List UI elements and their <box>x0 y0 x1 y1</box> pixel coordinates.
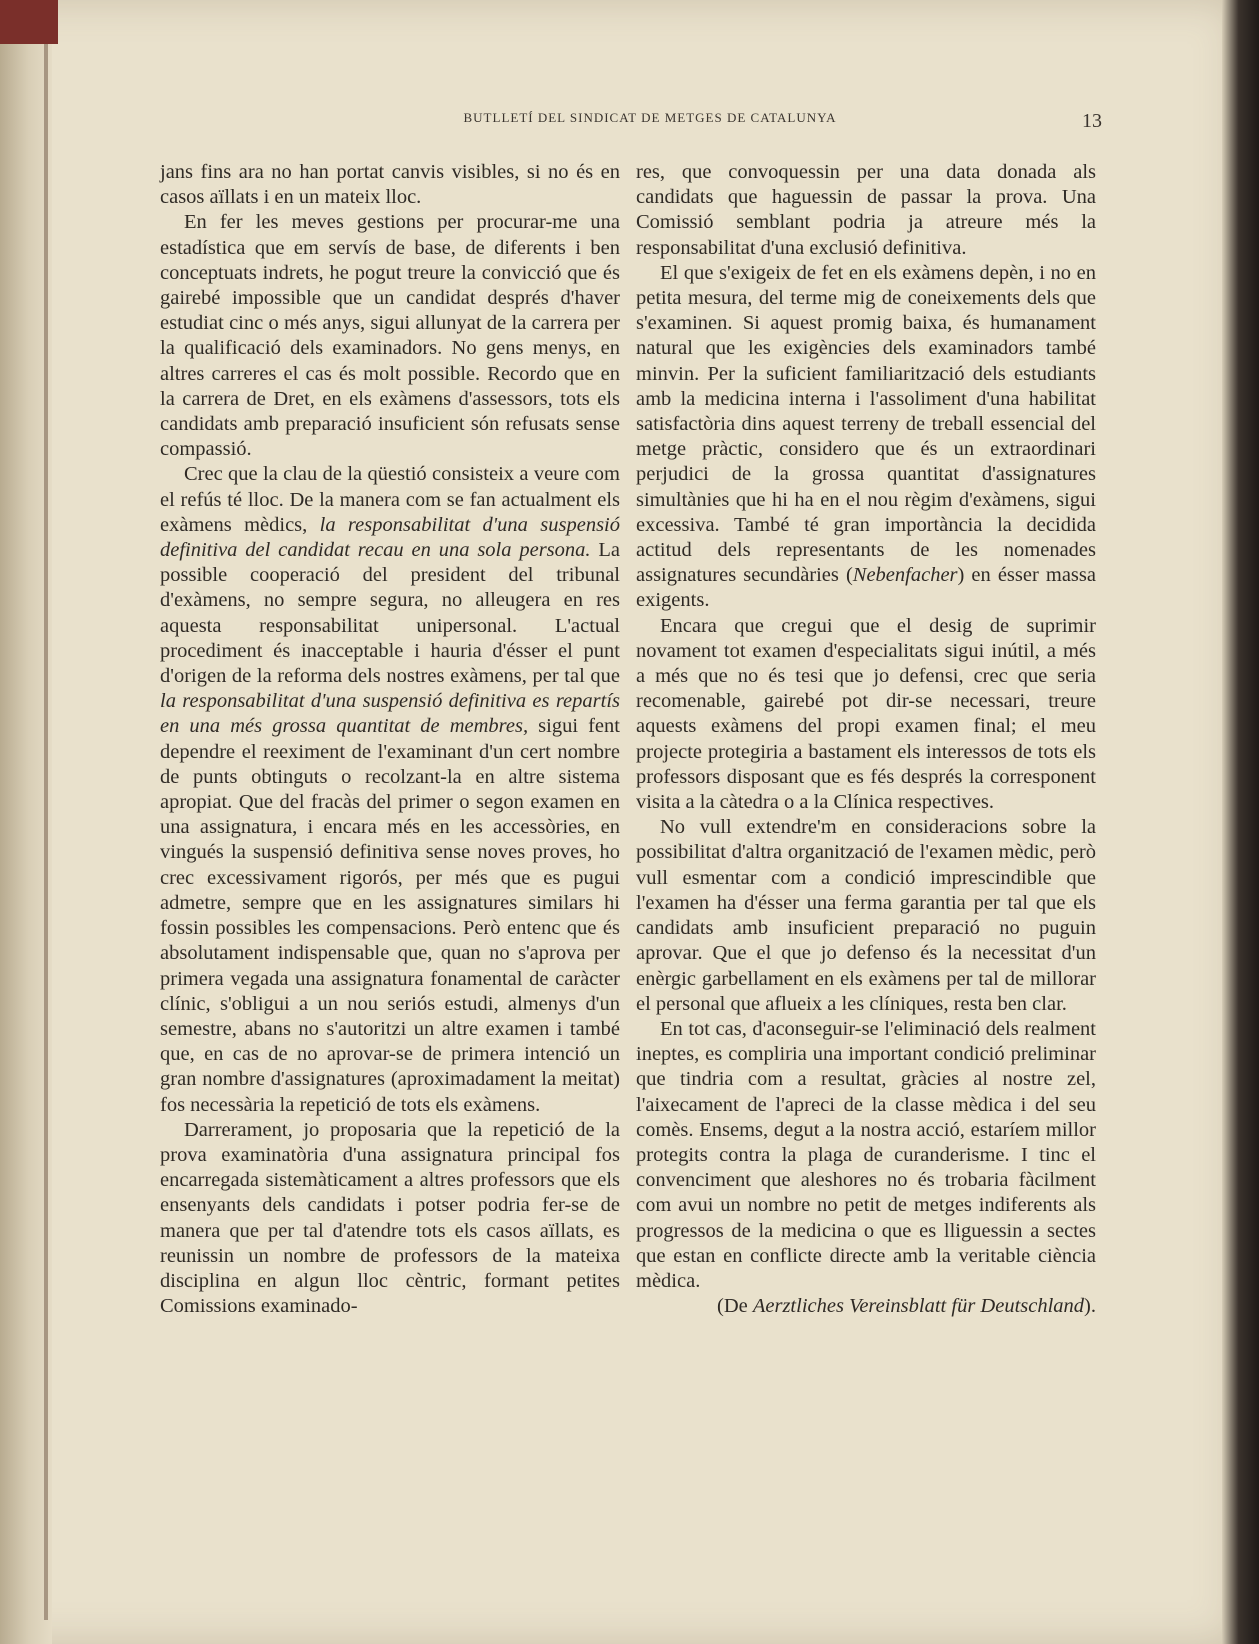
paragraph: jans fins ara no han portat canvis visibles, si no és en casos aïllats i en un mateix lloc. <box>160 161 620 209</box>
italic-text: la responsabilitat d'una suspensió definitiva del candidat recau en una sola persona. <box>160 513 620 562</box>
paragraph: Darrerament, jo proposaria que la repetició de la prova examinatòria d'una assignatura principal fos encarregada sistemàticament a altres professors que els ensenyants dels candidats i potser podria fer-se de manera que per tal d'atendre tots els casos aïllats, es reunissin un nombre de professors de la mateixa disciplina en algun lloc cèntric, formant petites Comissions examinado- <box>160 1118 620 1318</box>
text-run: La possible cooperació del president del tribunal d'exàmens, no sempre segura, no alleugera en res aquesta responsabilitat unipersonal. L'actual procediment és inacceptable i hauria d'ésser el punt d'origen de la reforma dels nostres exàmens, per tal que <box>160 539 621 688</box>
page-number: 13 <box>1082 110 1102 132</box>
paragraph <box>636 261 1096 614</box>
paragraph <box>160 462 620 1117</box>
italic-text: la responsabilitat d'una suspensió definitiva es repartís en una més grossa quantitat de membres, <box>160 690 620 738</box>
spine-edge-line <box>44 40 48 1620</box>
source-citation <box>636 1294 1096 1319</box>
paragraph: No vull extendre'm en consideracions sobre la possibilitat d'altra organització de l'examen mèdic, però vull esmentar com a condició imprescindible que l'examen ha d'ésser una ferma garantia per tal que els candidats amb insuficient preparació no puguin aprovar. Que el que jo defenso és la necessitat d'un enèrgic garbellament en els exàmens per tal de millorar el personal que aflueix a les clíniques, resta ben clar. <box>636 816 1096 1015</box>
running-header: BUTLLETÍ DEL SINDICAT DE METGES DE CATALUNYA <box>463 110 837 125</box>
text-run: Crec que la clau de la qüestió consisteix a veure com el refús té lloc. De la manera com se fan actualment els exàmens mèdics, <box>160 463 620 536</box>
paragraph: En tot cas, d'aconseguir-se l'eliminació dels realment ineptes, es compliria una important condició preliminar que tindria com a resultat, gràcies al nostre zel, l'aixecament de l'apreci de la classe mèdica i del seu comès. Ensems, degut a la nostra acció, estaríem millor protegits contra la plaga de curanderisme. I tinc el convenciment que aleshores no és trobaria fàcilment com avui un nombre no petit de metges indiferents als progressos de la medicina o que es lliguessin a sectes que estan en conflicte directe amb la veritable ciència mèdica. <box>636 1017 1096 1292</box>
italic-text: Aerztliches Vereinsblatt für Deutschland <box>752 1295 1085 1318</box>
left-column <box>160 160 620 1319</box>
text-run: (De <box>717 1295 753 1318</box>
paragraph: Encara que cregui que el desig de suprimir novament tot examen d'especialitats sigui inútil, a més a més que no és tesi que jo defensi, crec que seria recomenable, gairebé pot dir-se necessari, treure aquests exàmens del propi examen final; el meu projecte protegiria a bastament els interessos de tots els professors disposant que es fés després la corresponent visita a la càtedra o a la Clínica respectives. <box>636 614 1096 814</box>
text-run: ). <box>1084 1295 1096 1318</box>
paragraph: En fer les meves gestions per procurar-me una estadística que em servís de base, de diferents i ben conceptuats indrets, he pogut treure la convicció que és gairebé impossible que un candidat després d'haver estudiat cinc o més anys, sigui allunyat de la carrera per la qualificació dels examinadors. No gens menys, en altres carreres el cas és molt possible. Recordo que en la carrera de Dret, en els exàmens d'assessors, tots els candidats amb preparació insuficient són refusats sense compassió. <box>160 211 620 461</box>
red-binding-tab <box>0 0 58 44</box>
page-right-edge <box>1222 0 1259 1644</box>
text-run: El que s'exigeix de fet en els exàmens depèn, i no en petita mesura, del terme mig de coneixements dels que s'examinen. Si aquest promig baixa, és humanament natural que les exigències dels examinadors també minvin. Per la suficient familiarització dels estudiants amb la medicina interna i l'assoliment d'una habilitat satisfactòria dins aquest terreny de treball essencial del metge pràctic, considero que és un extraordinari perjudici de la grossa quantitat d'assignatures simultànies que hi ha en el nou règim d'exàmens, sigui excessiva. També té gran importància la decidida actitud dels representants de les nomenades assignatures secundàries ( <box>636 261 1096 587</box>
paragraph: res, que convoquessin per una data donada als candidats que haguessin de passar la prova. Una Comissió semblant podria ja atreure més la responsabilitat d'una exclusió definitiva. <box>636 161 1096 259</box>
text-run: ) en ésser massa exigents. <box>636 564 1096 612</box>
text-run: sigui fent dependre el reeximent de l'examinant d'un cert nombre de punts obtinguts o recolzant-la en altre sistema apropiat. Que del fracàs del primer o segon examen en una assignatura, i encara més en les accessòries, en vingués la suspensió definitiva sense noves proves, ho crec excessivament rigorós, per més que es pugui admetre, sempre que en les assignatures similars hi fossin possibles les compensacions. Però entenc que és absolutament indispensable que, quan no s'aprova per primera vegada una assignatura fonamental de caràcter clínic, s'obligui a un nou seriós estudi, almenys d'un semestre, abans no s'autoritzi un altre examen i també que, en cas de no aprovar-se de primera intenció un gran nombre d'assignatures (aproximadament la meitat) fos necessària la repetició de tots els exàmens. <box>160 715 620 1116</box>
italic-text: Nebenfacher <box>852 564 958 587</box>
right-column <box>636 160 1096 1319</box>
